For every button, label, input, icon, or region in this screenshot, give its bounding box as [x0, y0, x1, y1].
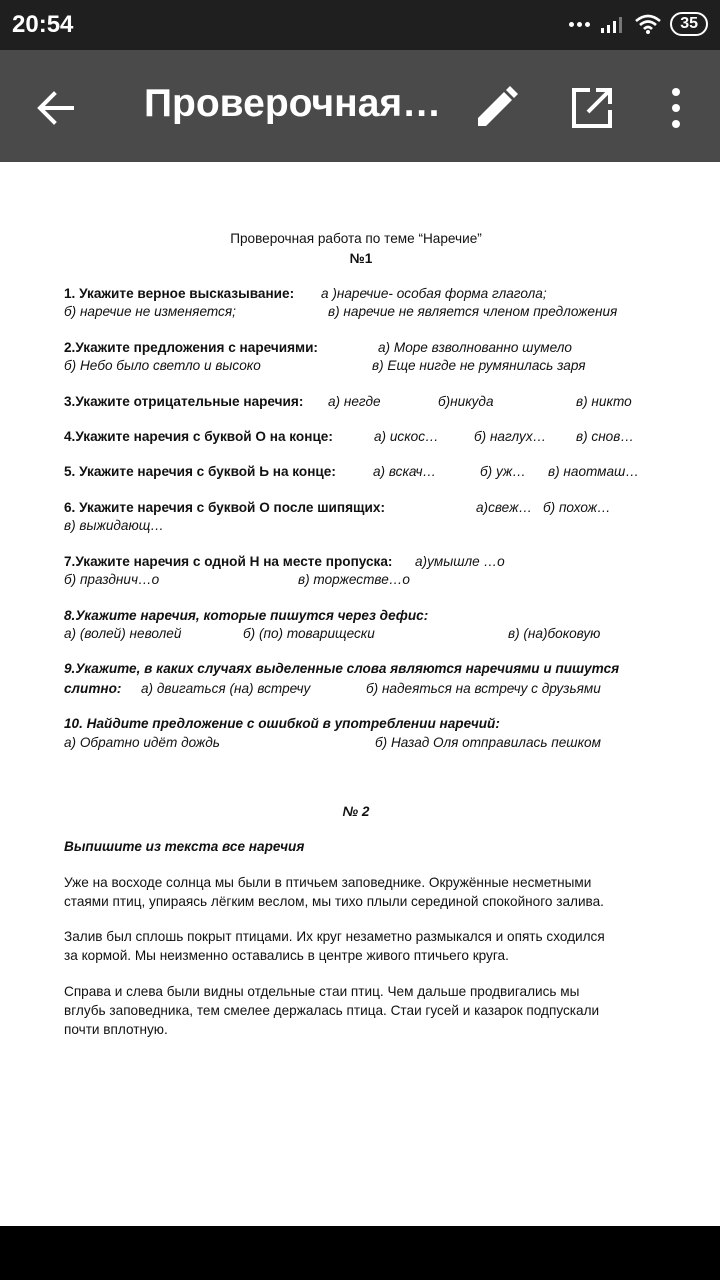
task2-prompt: Выпишите из текста все наречия [64, 839, 305, 854]
q8-option-a: а) (волей) неволей [64, 626, 182, 641]
battery-indicator: 35 [670, 12, 708, 36]
app-bar [0, 50, 720, 162]
paragraph-line: Справа и слева были видны отдельные стаи птиц. Чем дальше продвигались мы [64, 984, 580, 999]
q9-option-a: а) двигаться (на) встречу [141, 681, 311, 696]
back-button[interactable] [34, 86, 78, 130]
paragraph-line: Залив был сплошь покрыт птицами. Их круг незаметно размыкался и опять сходился [64, 929, 605, 944]
q5-option-c: в) наотмаш… [548, 464, 639, 479]
notification-dots-icon [569, 22, 590, 27]
q4-option-c: в) снов… [576, 429, 634, 444]
q4-option-a: а) искос… [374, 429, 439, 444]
q10-option-b: б) Назад Оля отправилась пешком [375, 735, 601, 750]
arrow-back-icon [34, 86, 78, 130]
q7-prompt: 7.Укажите наречия с одной Н на месте пропуска: [64, 554, 393, 569]
more-vert-icon [660, 84, 692, 132]
q2-option-a: а) Море взволнованно шумело [378, 340, 572, 355]
q3-option-b: б)никуда [438, 394, 494, 409]
q9-option-b: б) надеяться на встречу с друзьями [366, 681, 601, 696]
q1-option-a: а )наречие- особая форма глагола; [321, 286, 547, 301]
q5-option-b: б) уж… [480, 464, 526, 479]
q6-option-c: в) выжидающ… [64, 518, 164, 533]
q5-prompt: 5. Укажите наречия с буквой Ь на конце: [64, 464, 336, 479]
q7-option-b: б) празднич…о [64, 572, 160, 587]
q1-prompt: 1. Укажите верное высказывание: [64, 286, 295, 301]
q1-option-c: в) наречие не является членом предложения [328, 304, 618, 319]
q6-option-b: б) похож… [543, 500, 611, 515]
q3-option-a: а) негде [328, 394, 381, 409]
pencil-icon [472, 84, 520, 132]
q2-prompt: 2.Укажите предложения с наречиями: [64, 340, 318, 355]
q3-option-c: в) никто [576, 394, 632, 409]
system-nav-bar [0, 1226, 720, 1280]
status-time: 20:54 [12, 11, 74, 38]
open-in-new-icon [568, 84, 616, 132]
q8-option-b: б) (по) товарищески [243, 626, 375, 641]
q4-prompt: 4.Укажите наречия с буквой О на конце: [64, 429, 333, 444]
paragraph-line: вглубь заповедника, тем смелее держалась птица. Стаи гусей и казарок подпускали [64, 1003, 600, 1018]
status-icons [569, 12, 708, 36]
q7-option-c: в) торжестве…о [298, 572, 410, 587]
q8-prompt: 8.Укажите наречия, которые пишутся через дефис: [64, 608, 429, 623]
worksheet-title: Проверочная работа по теме “Наречие” [230, 231, 482, 246]
q1-option-b: б) наречие не изменяется; [64, 304, 236, 319]
q3-prompt: 3.Укажите отрицательные наречия: [64, 394, 304, 409]
more-options-button[interactable] [660, 84, 692, 132]
q9-prompt-continued: слитно: [64, 681, 122, 696]
status-bar [0, 0, 720, 50]
q6-prompt: 6. Укажите наречия с буквой О после шипящих: [64, 500, 385, 515]
q10-prompt: 10. Найдите предложение с ошибкой в употреблении наречий: [64, 716, 500, 731]
q2-option-b: б) Небо было светло и высоко [64, 358, 261, 373]
open-external-button[interactable] [568, 84, 616, 132]
part2-label: № 2 [342, 804, 370, 819]
paragraph-line: Уже на восходе солнца мы были в птичьем заповеднике. Окружённые несметными [64, 875, 592, 890]
document-page [0, 162, 720, 1226]
document-title: Проверочная… [144, 82, 442, 125]
signal-icon [600, 14, 626, 34]
q5-option-a: а) вскач… [373, 464, 437, 479]
text-paragraph [64, 982, 664, 1039]
text-paragraph [64, 927, 664, 965]
q7-option-a: а)умышле …о [415, 554, 505, 569]
q10-option-a: а) Обратно идёт дождь [64, 735, 220, 750]
q2-option-c: в) Еще нигде не румянилась заря [372, 358, 586, 373]
paragraph-line: стаями птиц, упираясь лёгким веслом, мы тихо плыли серединой спокойного залива. [64, 894, 604, 909]
wifi-icon [634, 13, 662, 35]
edit-button[interactable] [472, 84, 520, 132]
paragraph-line: почти вплотную. [64, 1022, 168, 1037]
q8-option-c: в) (на)боковую [508, 626, 601, 641]
q4-option-b: б) наглух… [474, 429, 547, 444]
q6-option-a: а)свеж… [476, 500, 533, 515]
part1-label: №1 [349, 251, 373, 266]
text-paragraph [64, 873, 664, 911]
q9-prompt: 9.Укажите, в каких случаях выделенные слова являются наречиями и пишутся [64, 661, 620, 676]
paragraph-line: за кормой. Мы неизменно оставались в центре живого птичьего круга. [64, 948, 509, 963]
